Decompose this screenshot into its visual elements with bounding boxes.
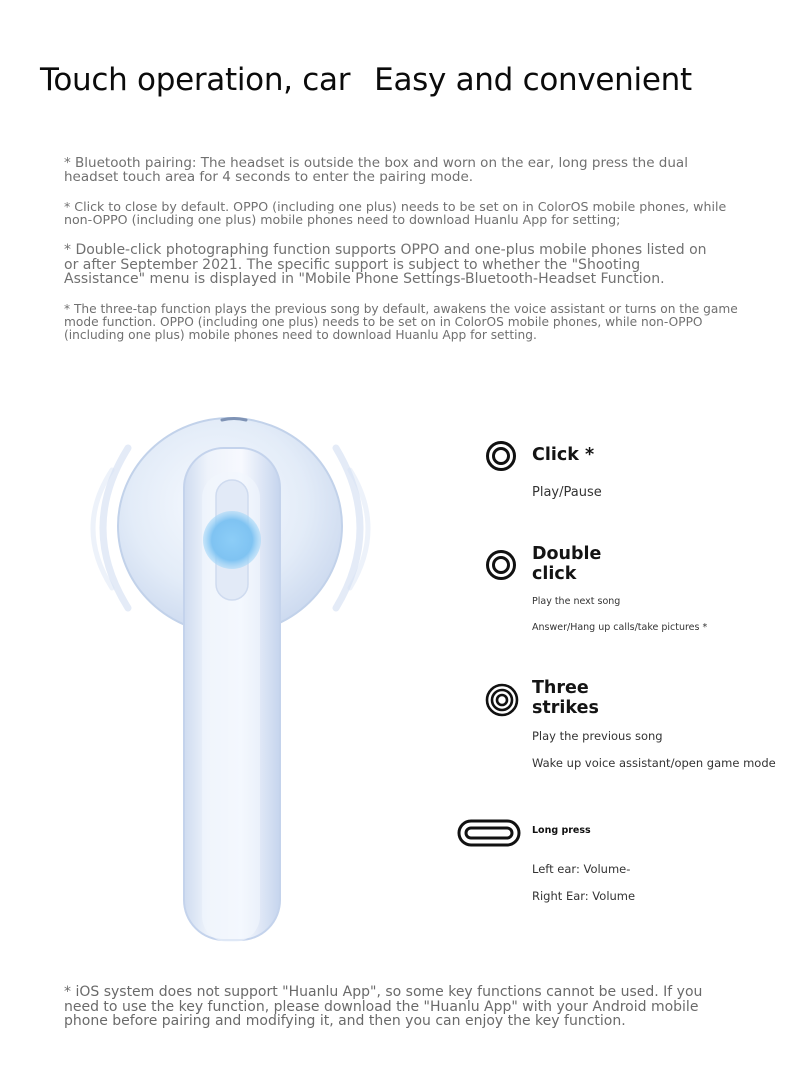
note-click-to-close: * Click to close by default. OPPO (including one plus) needs to be set on in ColorOS mobile phones, while non-OPPO (including one plus) mobile phones need to download Huanlu App for setting; [64, 199, 727, 228]
note-three-tap: * The three-tap function plays the previous song by default, awakens the voice assistant or turns on the game mode function. OPPO (including one plus) needs to be set on in ColorOS mobile phones, while non-OPPO (including one plus) mobile phones need to download Huanlu App for setting. [64, 302, 738, 342]
note-double-click-photo: * Double-click photographing function supports OPPO and one-plus mobile phones listed on or after September 2021. The specific support is subject to whether the "Shooting Assistance" menu is displayed in "Mobile Phone Settings-Bluetooth-Headset Function. [64, 242, 707, 288]
gesture-double-click-desc2: Answer/Hang up calls/take pictures * [532, 622, 708, 633]
gesture-click-desc: Play/Pause [532, 485, 602, 500]
triple-ring-icon [485, 683, 519, 717]
title-part-2: Easy and convenient [374, 62, 692, 98]
touch-area-indicator [203, 511, 261, 569]
double-ring-icon [485, 549, 517, 581]
gesture-long-press-title: Long press [532, 825, 591, 836]
gesture-double-click-desc1: Play the next song [532, 596, 621, 607]
gesture-double-click-title-line1: Double [532, 544, 602, 564]
single-ring-icon [485, 440, 517, 472]
gesture-double-click-title-line2: click [532, 564, 577, 585]
note-bluetooth-pairing: * Bluetooth pairing: The headset is outside the box and worn on the ear, long press the dual headset touch area for 4 seconds to enter the pairing mode. [64, 155, 688, 186]
gesture-long-press-desc1: Left ear: Volume- [532, 862, 631, 876]
pill-icon [457, 819, 521, 847]
gesture-three-strikes-title-line2: strikes [532, 698, 599, 719]
gesture-long-press-desc2: Right Ear: Volume [532, 889, 636, 903]
title-part-1: Touch operation, car [40, 62, 351, 98]
gesture-three-strikes-title [532, 678, 599, 718]
gesture-three-strikes-desc2: Wake up voice assistant/open game mode [532, 756, 776, 770]
earbud-illustration [88, 408, 378, 948]
gesture-three-strikes-title-line1: Three [532, 678, 589, 698]
page-title [40, 62, 692, 98]
gesture-three-strikes-desc1: Play the previous song [532, 729, 663, 743]
note-ios-notice: * iOS system does not support "Huanlu App", so some key functions cannot be used. If you need to use the key function, please download the "Huanlu App" with your Android mobile phone before pairing and modifying it, and then you can enjoy the key function. [64, 984, 703, 1030]
gesture-click-title: Click * [532, 445, 595, 465]
gesture-double-click-title [532, 544, 601, 584]
